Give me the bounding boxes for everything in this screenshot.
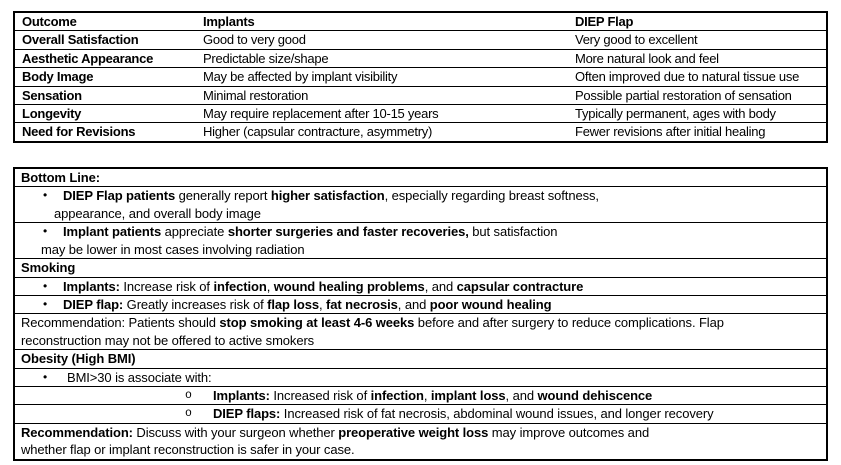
- comparison-header-row: [15, 13, 826, 31]
- bullet-marker: •: [43, 278, 48, 293]
- notes-row-section: [15, 259, 826, 277]
- column-header: Implants: [203, 14, 255, 29]
- text-line: whether flap or implant reconstruction is safer in your case.: [21, 442, 355, 458]
- table-cell: May require replacement after 10-15 years: [203, 105, 439, 121]
- notes-row-section: [15, 350, 826, 368]
- text-line: Implants: Increase risk of infection, wound healing problems, and capsular contracture: [63, 278, 584, 294]
- notes-row-para: [15, 424, 826, 459]
- notes-row-bullet: [15, 369, 826, 387]
- notes-row-sub: [15, 387, 826, 405]
- table-cell: Longevity: [22, 105, 82, 121]
- text-line: DIEP flap: Greatly increases risk of flap loss, fat necrosis, and poor wound healing: [63, 296, 552, 312]
- notes-row-bullet: [15, 278, 826, 296]
- comparison-table-row: [15, 68, 826, 86]
- notes-row-sub: [15, 405, 826, 423]
- text-line: Smoking: [21, 260, 76, 276]
- sub-bullet-marker: o: [185, 389, 192, 403]
- comparison-table-row: [15, 87, 826, 105]
- column-header: DIEP Flap: [575, 14, 634, 29]
- notes-row-bullet: [15, 187, 826, 223]
- text-line: Implants: Increased risk of infection, implant loss, and wound dehiscence: [213, 388, 653, 404]
- text-line: reconstruction may not be offered to active smokers: [21, 332, 315, 348]
- comparison-table-row: [15, 105, 826, 123]
- text-line: appearance, and overall body image: [54, 205, 261, 221]
- table-cell: Predictable size/shape: [203, 50, 329, 66]
- text-line: DIEP flaps: Increased risk of fat necrosis, abdominal wound issues, and longer recovery: [213, 406, 714, 422]
- table-cell: Fewer revisions after initial healing: [575, 124, 766, 140]
- table-cell: Need for Revisions: [22, 124, 136, 140]
- column-header: Outcome: [22, 14, 77, 29]
- table-cell: Often improved due to natural tissue use: [575, 69, 800, 85]
- comparison-table-row: [15, 123, 826, 140]
- text-line: BMI>30 is associate with:: [67, 369, 212, 385]
- text-line: Bottom Line:: [21, 170, 100, 185]
- text-line: Obesity (High BMI): [21, 351, 136, 367]
- table-cell: Typically permanent, ages with body: [575, 105, 776, 121]
- table-cell: Body Image: [22, 69, 94, 85]
- table-cell: Good to very good: [203, 32, 306, 48]
- sub-bullet-marker: o: [185, 407, 192, 421]
- notes-row-para: [15, 314, 826, 350]
- bullet-marker: •: [43, 188, 48, 203]
- text-line: Recommendation: Discuss with your surgeon whether preoperative weight loss may improve outcomes and: [21, 424, 650, 440]
- comparison-table-row: [15, 31, 826, 49]
- comparison-table-row: [15, 50, 826, 68]
- notes-row-section: [15, 169, 826, 187]
- notes-row-bullet: [15, 223, 826, 259]
- table-cell: Possible partial restoration of sensation: [575, 87, 792, 103]
- table-cell: Sensation: [22, 87, 82, 103]
- table-cell: More natural look and feel: [575, 50, 719, 66]
- table-cell: Very good to excellent: [575, 32, 698, 48]
- outcomes-comparison-table: [13, 11, 828, 143]
- bottom-line-notes-table: [13, 167, 828, 461]
- notes-row-bullet: [15, 296, 826, 314]
- bullet-marker: •: [43, 224, 48, 239]
- text-line: Recommendation: Patients should stop smoking at least 4-6 weeks before and after surgery to reduce complications. Flap: [21, 315, 724, 331]
- table-cell: Overall Satisfaction: [22, 32, 139, 48]
- bullet-marker: •: [43, 296, 48, 311]
- text-line: DIEP Flap patients generally report higher satisfaction, especially regarding breast softness,: [63, 188, 599, 204]
- bullet-marker: •: [43, 369, 48, 384]
- table-cell: Minimal restoration: [203, 87, 309, 103]
- table-cell: May be affected by implant visibility: [203, 69, 398, 85]
- table-cell: Higher (capsular contracture, asymmetry): [203, 124, 433, 140]
- table-cell: Aesthetic Appearance: [22, 50, 154, 66]
- text-line: Implant patients appreciate shorter surgeries and faster recoveries, but satisfaction: [63, 224, 558, 240]
- text-line: may be lower in most cases involving radiation: [41, 241, 305, 257]
